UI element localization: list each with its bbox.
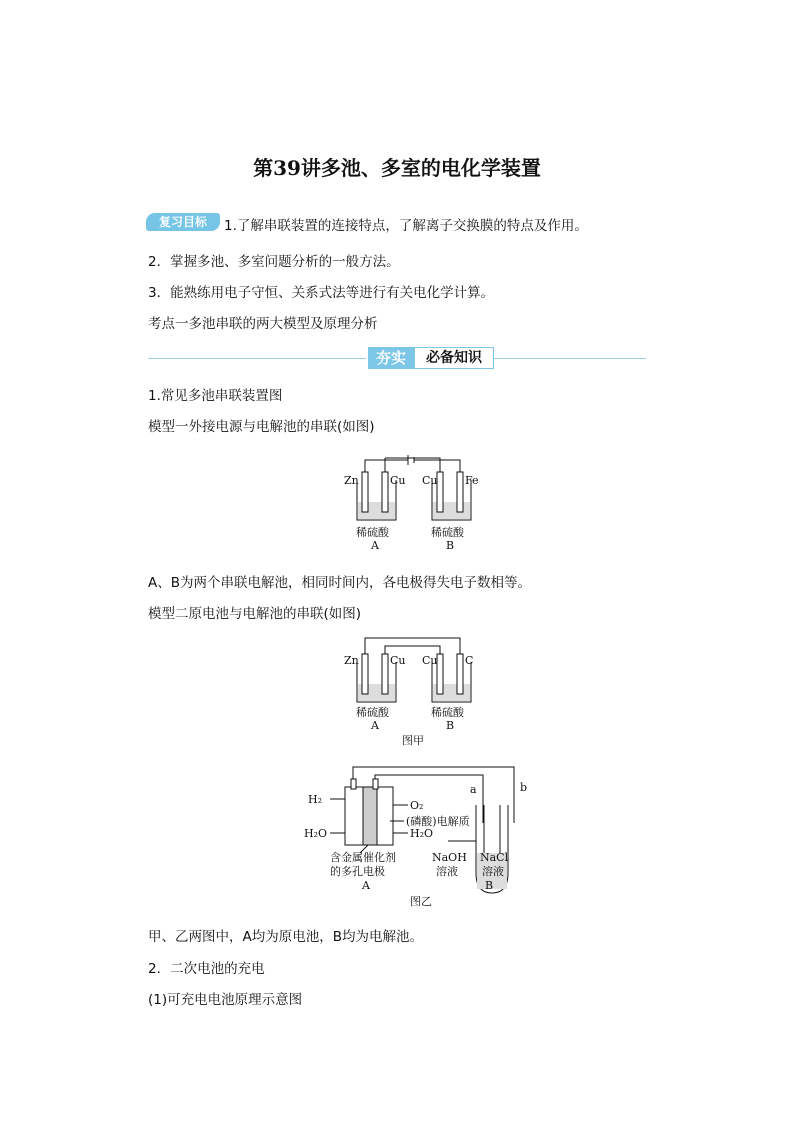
- fig1-wire: [365, 460, 460, 472]
- fig3-label-electrolyte: (磷酸)电解质: [406, 815, 470, 828]
- figure-2: [340, 634, 480, 748]
- fig1-label-zn: Zn: [344, 474, 359, 487]
- fig3-terminal-left: [351, 779, 356, 789]
- section-label-left: 夯实: [368, 347, 414, 369]
- fig1-label-fe: Fe: [465, 474, 479, 487]
- fig2-label-b: B: [446, 719, 455, 732]
- fig2-caption: 图甲: [402, 734, 424, 747]
- fig1-electrode-cu-a: [382, 472, 388, 512]
- fig3-label-o2: O₂: [410, 799, 424, 812]
- fig1-sol-a: 稀硫酸: [356, 526, 389, 539]
- para-3: (1)可充电电池原理示意图: [148, 992, 303, 1008]
- fig2-label-cu-a: Cu: [390, 654, 406, 667]
- fig1-electrode-fe: [457, 472, 463, 512]
- para-2: 2．二次电池的充电: [148, 961, 265, 977]
- fig2-wire-inner: [385, 646, 440, 654]
- fig3-label-h2o-right: H₂O: [410, 827, 434, 840]
- objectives-badge: 复习目标: [146, 213, 220, 231]
- fig1-label-cu-b: Cu: [422, 474, 438, 487]
- fig1-sol-b: 稀硫酸: [431, 526, 464, 539]
- fig1-electrode-cu-b: [437, 472, 443, 512]
- fig2-label-a: A: [371, 719, 379, 732]
- fig1-electrode-zn: [362, 472, 368, 512]
- fig1-label-cu-a: Cu: [390, 474, 406, 487]
- fig2-sol-b: 稀硫酸: [431, 706, 464, 719]
- fig2-sol-a: 稀硫酸: [356, 706, 389, 719]
- fig3-label-a: a: [470, 783, 477, 796]
- model-2-text: 模型二原电池与电解池的串联(如图): [148, 606, 362, 622]
- para-1: 1.常见多池串联装置图: [148, 388, 283, 404]
- fig3-label-electrode-2: 的多孔电极: [330, 865, 385, 878]
- fig2-electrode-cu-b: [437, 654, 443, 694]
- section-header: [148, 346, 646, 372]
- section-line-left: [148, 358, 366, 359]
- fig1-label-a: A: [371, 539, 379, 552]
- fig3-label-A: A: [362, 879, 370, 892]
- figure-3: [300, 763, 540, 908]
- desc-1: A、B为两个串联电解池，相同时间内，各电极得失电子数相等。: [148, 575, 531, 591]
- section-label-right: 必备知识: [414, 347, 494, 369]
- fig3-label-b: b: [520, 781, 528, 794]
- fig3-caption: 图乙: [410, 895, 432, 908]
- fig2-electrode-cu-a: [382, 654, 388, 694]
- fig3-wire-inner: [375, 775, 483, 787]
- fig2-label-cu-b: Cu: [422, 654, 438, 667]
- fig3-label-nacl-2: 溶液: [482, 865, 504, 878]
- fig3-terminal-right: [373, 779, 378, 789]
- desc-2: 甲、乙两图中，A均为原电池，B均为电解池。: [148, 929, 423, 945]
- figure-1: [340, 452, 480, 552]
- fig2-label-c: C: [465, 654, 474, 667]
- objective-2: 2．掌握多池、多室问题分析的一般方法。: [148, 254, 400, 270]
- fig2-electrode-c: [457, 654, 463, 694]
- objective-3: 3．能熟练用电子守恒、关系式法等进行有关电化学计算。: [148, 285, 495, 301]
- page-title: 第39讲多池、多室的电化学装置: [253, 156, 541, 180]
- fig3-label-B: B: [485, 879, 494, 892]
- fig2-electrode-zn: [362, 654, 368, 694]
- fig3-label-naoh-2: 溶液: [436, 865, 458, 878]
- kaodian-heading: 考点一多池串联的两大模型及原理分析: [148, 316, 378, 332]
- fig3-label-naoh-1: NaOH: [432, 851, 467, 864]
- fig3-label-h2: H₂: [308, 793, 323, 806]
- fig3-label-nacl-1: NaCl: [480, 851, 509, 864]
- fig3-label-h2o-left: H₂O: [304, 827, 328, 840]
- objective-1: 1.了解串联装置的连接特点，了解离子交换膜的特点及作用。: [224, 218, 588, 234]
- fig3-label-electrode-1: 含金属催化剂: [330, 851, 396, 864]
- fig2-label-zn: Zn: [344, 654, 359, 667]
- section-line-right: [494, 358, 646, 359]
- fig3-electrolyte-strip: [363, 787, 377, 845]
- fig1-label-b: B: [446, 539, 455, 552]
- model-1-text: 模型一外接电源与电解池的串联(如图): [148, 419, 375, 435]
